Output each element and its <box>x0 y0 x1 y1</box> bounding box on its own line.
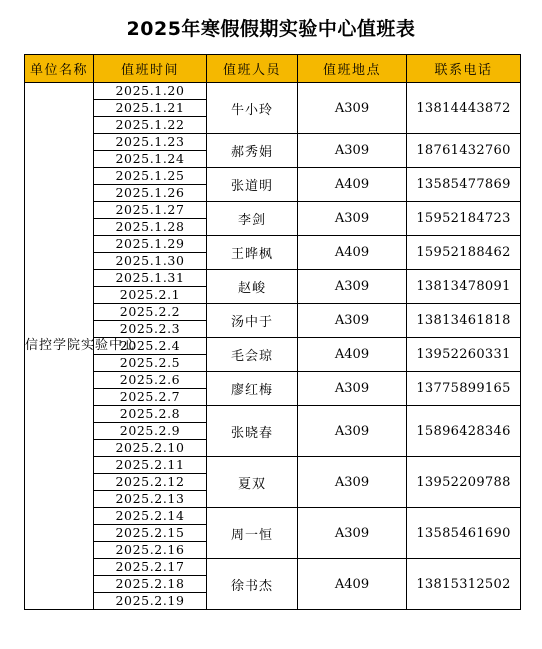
date-cell: 2025.2.7 <box>94 389 207 406</box>
phone-cell: 13813478091 <box>407 270 521 304</box>
date-cell: 2025.2.19 <box>94 593 207 610</box>
phone-cell: 13952260331 <box>407 338 521 372</box>
table-row <box>25 559 521 576</box>
table-row <box>25 83 521 100</box>
location-cell: A309 <box>298 134 407 168</box>
table-row <box>25 304 521 321</box>
person-cell: 周一恒 <box>207 508 298 559</box>
date-cell: 2025.2.2 <box>94 304 207 321</box>
header-time: 值班时间 <box>94 55 207 83</box>
duty-body <box>25 83 521 610</box>
date-cell: 2025.2.18 <box>94 576 207 593</box>
date-cell: 2025.2.14 <box>94 508 207 525</box>
table-row <box>25 134 521 151</box>
location-cell: A409 <box>298 236 407 270</box>
date-cell: 2025.2.3 <box>94 321 207 338</box>
phone-cell: 18761432760 <box>407 134 521 168</box>
date-cell: 2025.2.6 <box>94 372 207 389</box>
date-cell: 2025.2.12 <box>94 474 207 491</box>
phone-cell: 13952209788 <box>407 457 521 508</box>
location-cell: A409 <box>298 338 407 372</box>
table-row <box>25 372 521 389</box>
location-cell: A309 <box>298 304 407 338</box>
header-row <box>25 55 521 83</box>
phone-cell: 13815312502 <box>407 559 521 610</box>
date-cell: 2025.2.10 <box>94 440 207 457</box>
table-row <box>25 202 521 219</box>
person-cell: 李剑 <box>207 202 298 236</box>
person-cell: 王晔枫 <box>207 236 298 270</box>
person-cell: 廖红梅 <box>207 372 298 406</box>
table-row <box>25 508 521 525</box>
person-cell: 赵峻 <box>207 270 298 304</box>
table-row <box>25 406 521 423</box>
location-cell: A309 <box>298 372 407 406</box>
person-cell: 牛小玲 <box>207 83 298 134</box>
person-cell: 汤中于 <box>207 304 298 338</box>
person-cell: 张道明 <box>207 168 298 202</box>
date-cell: 2025.2.16 <box>94 542 207 559</box>
table-row <box>25 236 521 253</box>
location-cell: A309 <box>298 406 407 457</box>
header-phone: 联系电话 <box>407 55 521 83</box>
table-row <box>25 270 521 287</box>
table-row <box>25 168 521 185</box>
date-cell: 2025.2.4 <box>94 338 207 355</box>
date-cell: 2025.1.22 <box>94 117 207 134</box>
date-cell: 2025.1.29 <box>94 236 207 253</box>
date-cell: 2025.2.11 <box>94 457 207 474</box>
date-cell: 2025.2.15 <box>94 525 207 542</box>
date-cell: 2025.1.25 <box>94 168 207 185</box>
date-cell: 2025.2.5 <box>94 355 207 372</box>
phone-cell: 13585461690 <box>407 508 521 559</box>
location-cell: A309 <box>298 457 407 508</box>
location-cell: A309 <box>298 83 407 134</box>
header-unit: 单位名称 <box>25 55 94 83</box>
phone-cell: 15896428346 <box>407 406 521 457</box>
page-title: 2025年寒假假期实验中心值班表 <box>126 18 416 40</box>
phone-cell: 13814443872 <box>407 83 521 134</box>
location-cell: A409 <box>298 559 407 610</box>
date-cell: 2025.1.26 <box>94 185 207 202</box>
date-cell: 2025.2.17 <box>94 559 207 576</box>
date-cell: 2025.2.13 <box>94 491 207 508</box>
duty-table <box>24 54 521 610</box>
date-cell: 2025.1.31 <box>94 270 207 287</box>
person-cell: 张晓春 <box>207 406 298 457</box>
date-cell: 2025.1.24 <box>94 151 207 168</box>
phone-cell: 13585477869 <box>407 168 521 202</box>
phone-cell: 13775899165 <box>407 372 521 406</box>
phone-cell: 15952184723 <box>407 202 521 236</box>
date-cell: 2025.1.28 <box>94 219 207 236</box>
location-cell: A409 <box>298 168 407 202</box>
header-location: 值班地点 <box>298 55 407 83</box>
location-cell: A309 <box>298 508 407 559</box>
date-cell: 2025.1.30 <box>94 253 207 270</box>
location-cell: A309 <box>298 202 407 236</box>
phone-cell: 13813461818 <box>407 304 521 338</box>
date-cell: 2025.2.1 <box>94 287 207 304</box>
table-row <box>25 457 521 474</box>
date-cell: 2025.1.27 <box>94 202 207 219</box>
date-cell: 2025.1.20 <box>94 83 207 100</box>
location-cell: A309 <box>298 270 407 304</box>
phone-cell: 15952188462 <box>407 236 521 270</box>
person-cell: 郝秀娟 <box>207 134 298 168</box>
person-cell: 夏双 <box>207 457 298 508</box>
person-cell: 徐书杰 <box>207 559 298 610</box>
date-cell: 2025.2.9 <box>94 423 207 440</box>
date-cell: 2025.1.21 <box>94 100 207 117</box>
header-person: 值班人员 <box>207 55 298 83</box>
person-cell: 毛会琼 <box>207 338 298 372</box>
date-cell: 2025.1.23 <box>94 134 207 151</box>
date-cell: 2025.2.8 <box>94 406 207 423</box>
unit-name-cell: 信控学院实验中心 <box>25 83 94 610</box>
